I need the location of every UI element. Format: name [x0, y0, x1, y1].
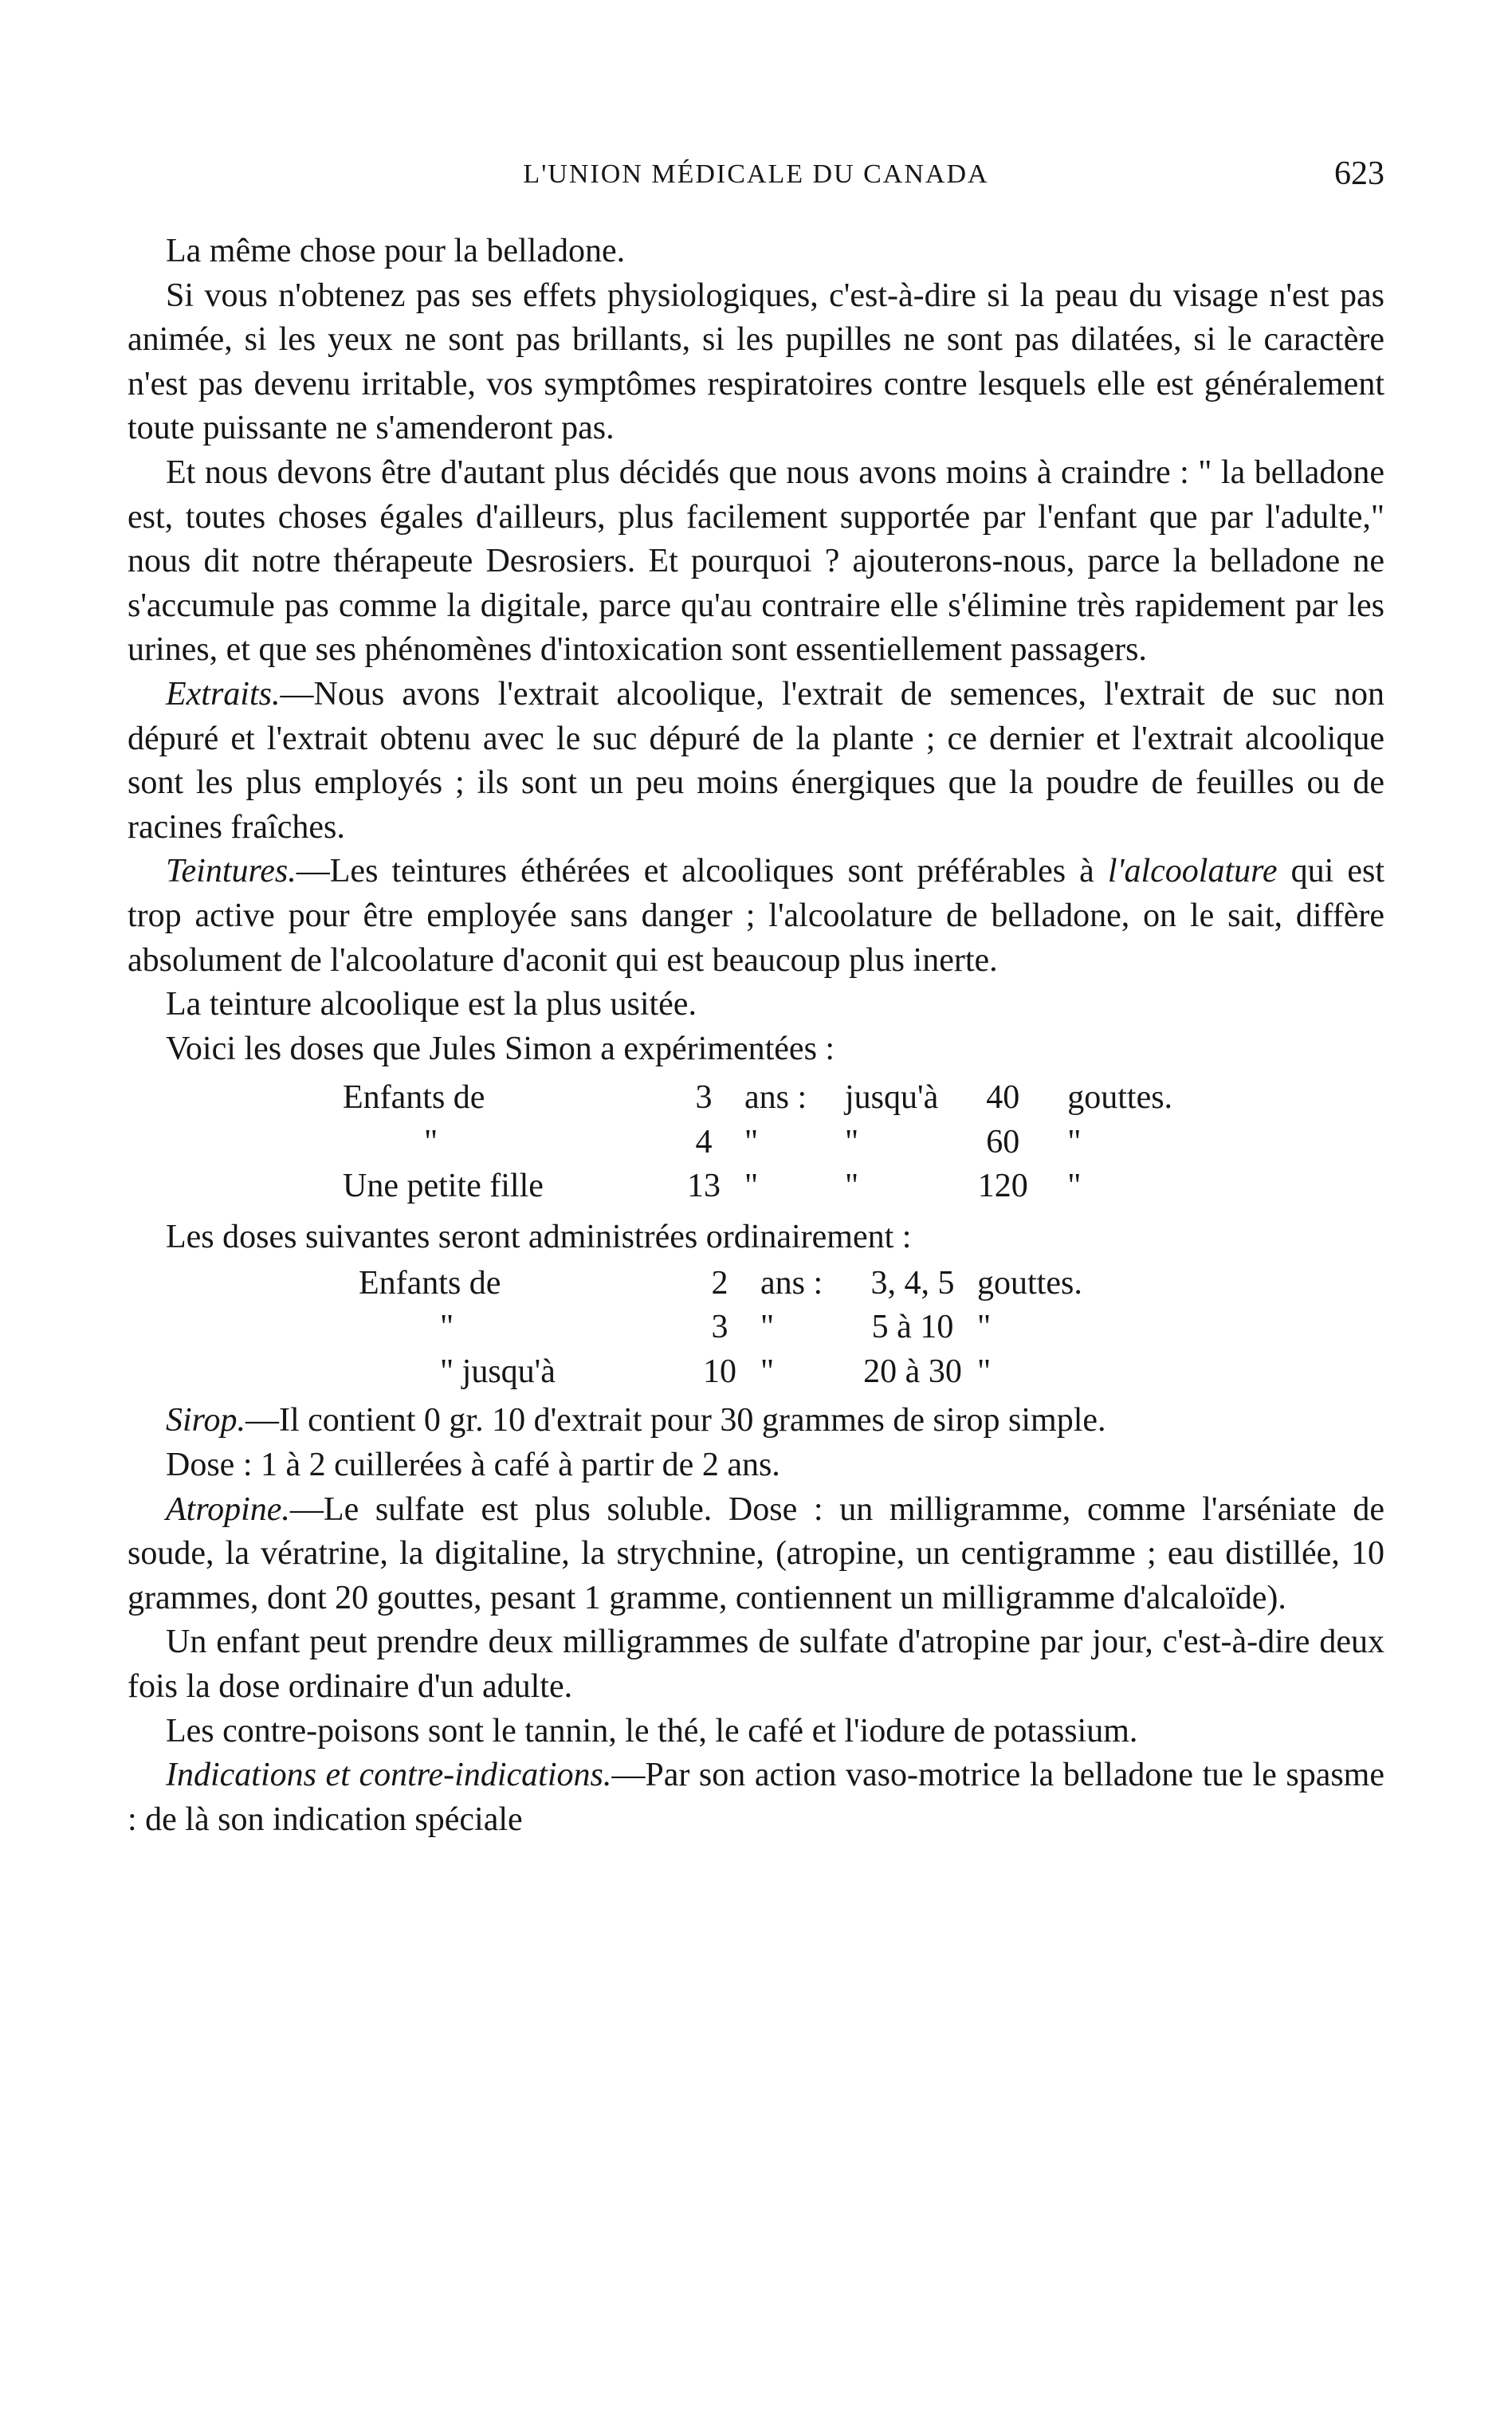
extraits-text: —Nous avons l'extrait alcoolique, l'extrait de semences, l'extrait de suc non dépuré et l'extrait obtenu avec le suc dépuré de la plante ; ce dernier et l'extrait alcoolique sont les plus employés ; ils sont un peu moins énergiques que la poudre de feuilles ou de racines fraîches. [128, 675, 1384, 846]
table-row [336, 1121, 1193, 1165]
paragraph-extraits [128, 673, 1384, 850]
paragraph-indications [128, 1753, 1384, 1842]
dose-label: Enfants de [359, 1264, 501, 1302]
sirop-text: —Il contient 0 gr. 10 d'extrait pour 30 grammes de sirop simple. [245, 1402, 1106, 1439]
paragraph-enfant-atropine: Un enfant peut prendre deux milligrammes de sulfate d'atropine par jour, c'est-à-dire deux fois la dose ordinaire d'un adulte. [128, 1624, 1384, 1705]
dose-end: gouttes. [1067, 1079, 1173, 1117]
dose-end: gouttes. [977, 1264, 1082, 1302]
paragraph-desrosiers: Et nous devons être d'autant plus décidés que nous avons moins à craindre : " la belladone est, toutes choses égales d'ailleurs, plus facilement supportée par l'enfant que par l'adulte," nous dit notre thérapeute Desrosiers. Et pourquoi ? ajouterons-nous, parce la belladone ne s'accumule pas comme la digitale, parce qu'au contraire elle s'élimine très rapidement par les urines, et que ses phénomènes d'intoxication sont essentiellement passagers. [128, 454, 1384, 669]
dose-age: 4 [695, 1123, 713, 1160]
section-title-sirop: Sirop. [166, 1402, 245, 1439]
table-row [352, 1350, 1103, 1395]
dose-unit: " [744, 1123, 759, 1160]
dose-end: " [1067, 1123, 1082, 1160]
section-title-indications: Indications et contre-indications. [166, 1757, 612, 1794]
body-text [128, 230, 1384, 1842]
paragraph-teinture-usitee: La teinture alcoolique est la plus usitée. [166, 986, 697, 1023]
dose-age: 10 [703, 1353, 736, 1390]
paragraph-effets: Si vous n'obtenez pas ses effets physiologiques, c'est-à-dire si la peau du visage n'est pas animée, si les yeux ne sont pas brillants, si les pupilles ne sont pas dilatées, si le caractère n'est pas devenu irritable, vos symptômes respiratoires contre lesquels elle est généralement toute puissante ne s'amenderont pas. [128, 277, 1384, 447]
dose-label: Enfants de [343, 1079, 485, 1117]
indications-text: —Par son action vaso-motrice la belladone tue le spasme : de là son indication spéciale [128, 1757, 1384, 1838]
dose-prefix: jusqu'à [845, 1079, 939, 1117]
dose-end: " [977, 1353, 992, 1390]
paragraph-dose-sirop: Dose : 1 à 2 cuillerées à café à partir de 2 ans. [166, 1447, 780, 1484]
teintures-text-before: —Les teintures éthérées et alcooliques sont préférables à [296, 853, 1108, 890]
dose-end: " [1067, 1168, 1082, 1205]
paragraph-atropine [128, 1488, 1384, 1621]
teintures-emphasis: l'alcoolature [1107, 853, 1278, 890]
dose-age: 3 [695, 1079, 713, 1117]
dose-age: 2 [711, 1264, 729, 1302]
dose-unit: ans : [744, 1079, 807, 1117]
dose-amount: 120 [977, 1168, 1028, 1205]
dose-unit: ans : [760, 1264, 823, 1302]
doses-simon-table [336, 1076, 1193, 1209]
table-row [352, 1306, 1103, 1350]
section-title-teintures: Teintures. [166, 853, 297, 890]
dose-label: " jusqu'à [440, 1353, 556, 1390]
dose-amount: 60 [986, 1123, 1020, 1160]
page-number: 623 [1334, 155, 1384, 192]
dose-label: Une petite fille [343, 1168, 544, 1205]
dose-prefix: " [845, 1168, 859, 1205]
paragraph-belladone-intro: La même chose pour la belladone. [166, 233, 626, 269]
dose-amount: 3, 4, 5 [870, 1264, 955, 1302]
dose-label: " [424, 1123, 438, 1160]
dose-end: " [977, 1309, 992, 1346]
dose-amount: 40 [986, 1079, 1020, 1117]
teintures-text-after: qui est trop active pour être employée sans danger ; l'alcoolature de belladone, on le sait, diffère absolument de l'alcoolature d'aconit qui est beaucoup plus inerte. [128, 853, 1384, 979]
dose-unit: " [760, 1353, 775, 1390]
dose-unit: " [744, 1168, 759, 1205]
table-row [352, 1262, 1103, 1306]
atropine-text: —Le sulfate est plus soluble. Dose : un milligramme, comme l'arséniate de soude, la vératrine, la digitaline, la strychnine, (atropine, un centigramme ; eau distillée, 10 grammes, dont 20 gouttes, pesant 1 gramme, contiennent un milligramme d'alcaloïde). [128, 1490, 1384, 1616]
dose-unit: " [760, 1309, 775, 1346]
section-title-extraits: Extraits. [166, 675, 281, 713]
paragraph-contre-poisons: Les contre-poisons sont le tannin, le thé, le café et l'iodure de potassium. [166, 1712, 1138, 1750]
doses-simon-intro: Voici les doses que Jules Simon a expérimentées : [166, 1030, 835, 1067]
running-head: L'UNION MÉDICALE DU CANADA [523, 159, 989, 189]
doses-ordinaires-table [352, 1262, 1103, 1395]
paragraph-sirop [128, 1399, 1384, 1443]
dose-age: 13 [687, 1168, 721, 1205]
section-title-atropine: Atropine. [166, 1490, 290, 1528]
table-row [336, 1164, 1193, 1209]
table-row [336, 1076, 1193, 1121]
paragraph-teintures [128, 850, 1384, 983]
dose-age: 3 [711, 1309, 729, 1346]
dose-label: " [440, 1309, 454, 1346]
dose-prefix: " [845, 1123, 859, 1160]
doses-ordinaires-intro: Les doses suivantes seront administrées ordinairement : [166, 1219, 912, 1256]
dose-amount: 20 à 30 [863, 1353, 962, 1390]
page-header [128, 155, 1384, 204]
dose-amount: 5 à 10 [871, 1309, 954, 1346]
